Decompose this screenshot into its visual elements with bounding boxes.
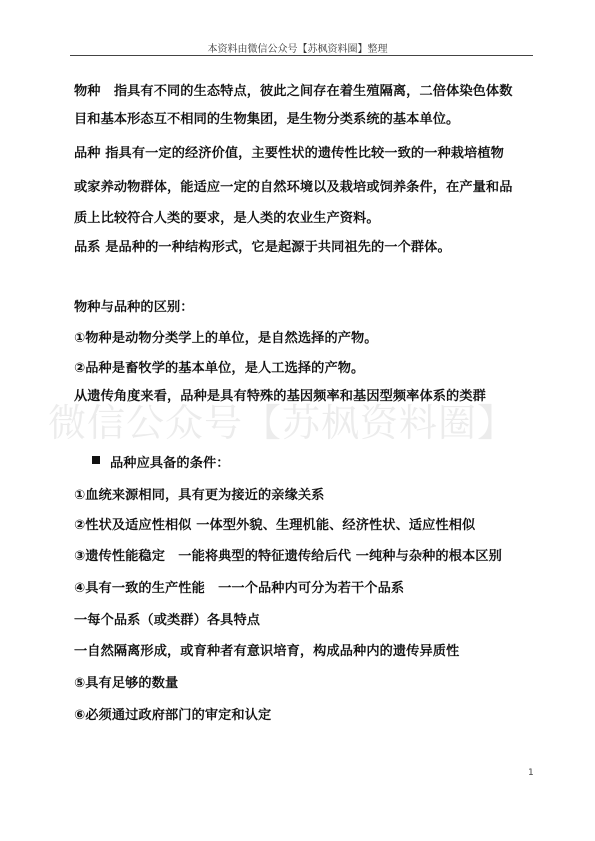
condition-item-1: ①血统来源相同，具有更为接近的亲缘关系 (74, 488, 325, 503)
strain-def-line: 品系 是品种的一种结构形式，它是起源于共同祖先的一个群体。 (74, 240, 451, 255)
species-def-line-2: 目和基本形态互不相同的生物集团，是生物分类系统的基本单位。 (74, 112, 460, 127)
header-rule (70, 55, 533, 56)
section-heading-difference: 物种与品种的区别： (74, 300, 194, 315)
section-heading-conditions: 品种应具备的条件： (110, 456, 230, 471)
difference-item-2: ②品种是畜牧学的基本单位，是人工选择的产物。 (74, 361, 365, 376)
breed-def-line-2: 或家养动物群体，能适应一定的自然环境以及栽培或饲养条件，在产量和品 (74, 180, 513, 195)
condition-item-2: ②性状及适应性相似 一体型外貌、生理机能、经济性状、适应性相似 (74, 518, 476, 533)
genetic-view-line: 从遗传角度来看，品种是具有特殊的基因频率和基因型频率体系的类群 (74, 389, 486, 404)
condition-item-4-note-2: 一自然隔离形成，或育种者有意识培育，构成品种内的遗传异质性 (74, 644, 460, 659)
breed-def-line-3: 质上比较符合人类的要求，是人类的农业生产资料。 (74, 211, 380, 226)
species-def-line-1: 物种 指具有不同的生态特点，彼此之间存在着生殖隔离，二倍体染色体数 (74, 84, 513, 99)
condition-item-4-note-1: 一每个品系（或类群）各具特点 (74, 613, 261, 628)
page-number: 1 (528, 768, 534, 778)
bullet-square-icon (92, 456, 100, 464)
condition-item-5: ⑤具有足够的数量 (74, 676, 179, 691)
difference-item-1: ①物种是动物分类学上的单位，是自然选择的产物。 (74, 331, 378, 346)
breed-def-line-1: 品种 指具有一定的经济价值，主要性状的遗传性比较一致的一种栽培植物 (74, 146, 504, 161)
condition-item-3: ③遗传性能稳定 一能将典型的特征遗传给后代 一纯种与杂种的根本区别 (74, 549, 502, 564)
watermark: 微信公众号【苏枫资料圈】 (48, 401, 517, 445)
page-header: 本资料由微信公众号【苏枫资料圈】整理 (207, 44, 388, 55)
condition-item-6: ⑥必须通过政府部门的审定和认定 (74, 708, 272, 723)
condition-item-4: ④具有一致的生产性能 一一个品种内可分为若干个品系 (74, 581, 405, 596)
